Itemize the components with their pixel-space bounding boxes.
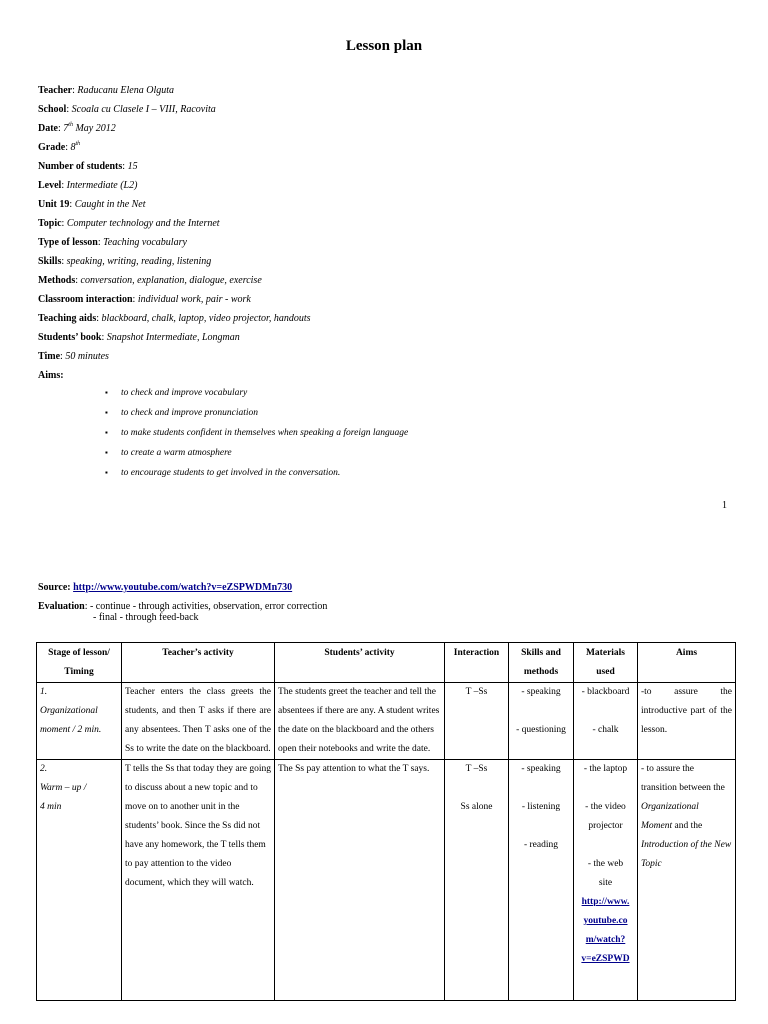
row1-aims: -to assure the introductive part of the lesson. — [638, 683, 736, 760]
page-number: 1 — [722, 500, 727, 511]
source-line — [38, 582, 292, 593]
source-link[interactable]: http://www.youtube.com/watch?v=eZSPWDMn730 — [73, 582, 293, 593]
row1-skills: - speaking - questioning — [509, 683, 574, 760]
bullet-icon: ▪ — [105, 428, 108, 437]
row1-teacher: Teacher enters the class greets the students, and then T asks if there are any absentees. Then T asks one of the Ss to write the date on the blackboard. — [122, 683, 275, 760]
row2-skills: - speaking - listening - reading — [509, 760, 574, 1001]
row1-stage: 1. Organizational moment / 2 min. — [37, 683, 122, 760]
info-teaching-aids: Teaching aids: blackboard, chalk, laptop, video projector, handouts — [38, 313, 311, 324]
source-label: Source: — [38, 582, 71, 593]
info-teacher: Teacher: Raducanu Elena Olguta — [38, 85, 175, 96]
document-title: Lesson plan — [345, 38, 423, 54]
header-students-activity: Students’ activity — [275, 643, 445, 683]
info-date: Date: 7th May 2012 — [38, 122, 116, 134]
info-students-book: Students’ book: Snapshot Intermediate, Longman — [38, 332, 240, 343]
row2-materials: - the laptop - the video projector - the web site http://www. youtube.co m/watch? v=eZSPWD — [574, 760, 638, 1001]
table-row — [37, 760, 736, 1001]
row2-stage: 2. Warm – up / 4 min — [37, 760, 122, 1001]
table-header-row — [37, 643, 736, 683]
info-topic: Topic: Computer technology and the Internet — [38, 218, 220, 229]
header-materials: Materials used — [574, 643, 638, 683]
bullet-icon: ▪ — [105, 468, 108, 477]
evaluation-label: Evaluation — [38, 601, 85, 612]
row1-students: The students greet the teacher and tell the absentees if there are any. A student writes the date on the blackboard and the others open their notebooks and write the date. — [275, 683, 445, 760]
row1-interaction: T –Ss — [445, 683, 509, 760]
table-row — [37, 683, 736, 760]
evaluation: Evaluation: - continue - through activities, observation, error correction - final - through feed-back — [38, 601, 328, 623]
info-methods: Methods: conversation, explanation, dialogue, exercise — [38, 275, 262, 286]
header-stage: Stage of lesson/ Timing — [37, 643, 122, 683]
info-school: School: Scoala cu Clasele I – VIII, Racovita — [38, 104, 216, 115]
row2-students: The Ss pay attention to what the T says. — [275, 760, 445, 1001]
lesson-table — [36, 642, 736, 1001]
header-interaction: Interaction — [445, 643, 509, 683]
row2-interaction: T –Ss Ss alone — [445, 760, 509, 1001]
info-classroom-interaction: Classroom interaction: individual work, pair - work — [38, 294, 251, 305]
header-skills: Skills and methods — [509, 643, 574, 683]
header-teacher-activity: Teacher’s activity — [122, 643, 275, 683]
info-type-of-lesson: Type of lesson: Teaching vocabulary — [38, 237, 187, 248]
bullet-icon: ▪ — [105, 448, 108, 457]
bullet-icon: ▪ — [105, 408, 108, 417]
bullet-icon: ▪ — [105, 388, 108, 397]
info-grade: Grade: 8th — [38, 141, 81, 153]
info-skills: Skills: speaking, writing, reading, listening — [38, 256, 212, 267]
row2-aims: - to assure the transition between the Organizational Moment and the Introduction of the New Topic — [638, 760, 736, 1001]
info-unit: Unit 19: Caught in the Net — [38, 199, 146, 210]
header-aims: Aims — [638, 643, 736, 683]
materials-web-link[interactable]: http://www. youtube.co m/watch? v=eZSPWD — [581, 897, 630, 964]
info-time: Time: 50 minutes — [38, 351, 109, 362]
row1-materials: - blackboard - chalk — [574, 683, 638, 760]
row2-teacher: T tells the Ss that today they are going to discuss about a new topic and to move on to another unit in the students’ book. Since the Ss did not have any homework, the T tells them to pay attention to the video document, which they will watch. — [122, 760, 275, 1001]
info-level: Level: Intermediate (L2) — [38, 180, 138, 191]
info-number-of-students: Number of students: 15 — [38, 161, 138, 172]
aims-heading: Aims: — [38, 370, 64, 381]
